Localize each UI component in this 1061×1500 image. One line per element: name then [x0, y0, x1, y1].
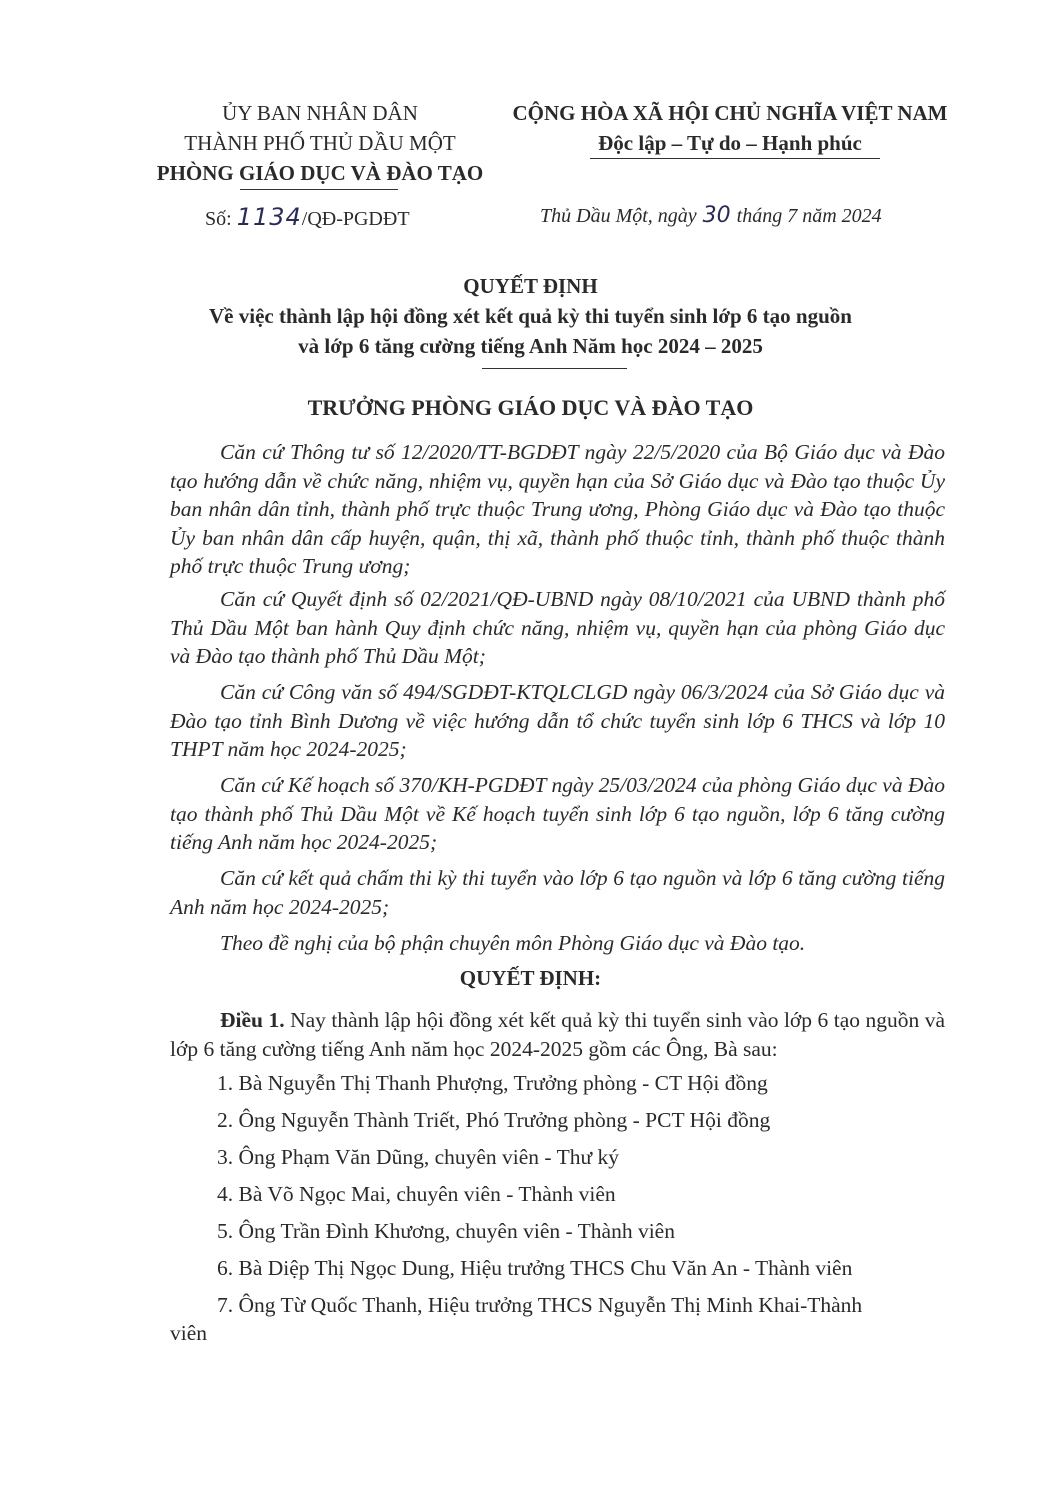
proposal-basis: Theo đề nghị của bộ phận chuyên môn Phòng Giáo dục và Đào tạo.: [220, 931, 806, 955]
authority-line-2: THÀNH PHỐ THỦ DẦU MỘT: [184, 131, 456, 155]
member-7-line: 7. Ông Từ Quốc Thanh, Hiệu trưởng THCS Nguyễn Thị Minh Khai-Thành: [217, 1293, 863, 1317]
legal-basis-2: Căn cứ Quyết định số 02/2021/QĐ-UBND ngày 08/10/2021 của UBND thành phố Thủ Dầu Một ban hành Quy định chức năng, nhiệm vụ, quyền hạn của phòng Giáo dục và Đào tạo thành phố Thủ Dầu Một;: [170, 587, 945, 668]
article-1-label: Điều 1.: [220, 1008, 285, 1032]
national-motto: Độc lập – Tự do – Hạnh phúc: [598, 131, 862, 155]
article-1: [170, 1006, 945, 1063]
legal-basis-5: Căn cứ kết quả chấm thi kỳ thi tuyển vào lớp 6 tạo nguồn và lớp 6 tăng cường tiếng Anh năm học 2024-2025;: [170, 866, 945, 919]
list-item: [170, 1291, 947, 1347]
date-suffix: tháng 7 năm 2024: [736, 205, 882, 227]
legal-basis-1: Căn cứ Thông tư số 12/2020/TT-BGDĐT ngày 22/5/2020 của Bộ Giáo dục và Đào tạo hướng dẫn về chức năng, nhiệm vụ, quyền hạn của Sở Giáo dục và Đào tạo thuộc Ủy ban nhân dân tỉnh, thành phố trực thuộc Trung ương, Phòng Giáo dục và Đào tạo thuộc Ủy ban nhân dân cấp huyện, quận, thị xã, thành phố thuộc tỉnh, thành phố thuộc thành phố trực thuộc Trung ương;: [170, 440, 945, 578]
document-date: [540, 203, 882, 228]
legal-basis-3: Căn cứ Công văn số 494/SGDĐT-KTQLCLGD ngày 06/3/2024 của Sở Giáo dục và Đào tạo tỉnh Bình Dương về việc hướng dẫn tổ chức tuyển sinh lớp 6 THCS và lớp 10 THPT năm học 2024-2025;: [170, 680, 945, 761]
authority-line-3: PHÒNG GIÁO DỤC VÀ ĐÀO TẠO: [156, 161, 484, 185]
member-list: [170, 1069, 947, 1347]
document-title: QUYẾT ĐỊNH: [463, 274, 598, 298]
doc-number-suffix: /QĐ-PGDĐT: [301, 208, 410, 230]
authority-line-1: ỦY BAN NHÂN DÂN: [222, 101, 418, 125]
national-header: [500, 98, 960, 158]
list-item: 6. Bà Diệp Thị Ngọc Dung, Hiệu trưởng THCS Chu Văn An - Thành viên: [217, 1256, 853, 1280]
legal-basis-4: Căn cứ Kế hoạch số 370/KH-PGDĐT ngày 25/03/2024 của phòng Giáo dục và Đào tạo thành phố Thủ Dầu Một về Kế hoạch tuyển sinh lớp 6 tạo nguồn, lớp 6 tăng cường tiếng Anh năm học 2024-2025;: [170, 773, 945, 854]
date-prefix: Thủ Dầu Một, ngày: [540, 205, 697, 227]
list-item: 1. Bà Nguyễn Thị Thanh Phượng, Trưởng phòng - CT Hội đồng: [217, 1071, 768, 1095]
signing-authority: TRƯỞNG PHÒNG GIÁO DỤC VÀ ĐÀO TẠO: [307, 395, 754, 420]
document-number: [205, 203, 410, 231]
list-item: 3. Ông Phạm Văn Dũng, chuyên viên - Thư ký: [217, 1145, 619, 1169]
country-name: CỘNG HÒA XÃ HỘI CHỦ NGHĨA VIỆT NAM: [512, 101, 948, 125]
list-item: 2. Ông Nguyễn Thành Triết, Phó Trưởng phòng - PCT Hội đồng: [217, 1108, 771, 1132]
list-item: 4. Bà Võ Ngọc Mai, chuyên viên - Thành viên: [217, 1182, 616, 1206]
member-7-continuation: viên: [170, 1321, 208, 1345]
article-1-text: Nay thành lập hội đồng xét kết quả kỳ thi tuyển sinh vào lớp 6 tạo nguồn và lớp 6 tăng cường tiếng Anh năm học 2024-2025 gồm các Ông, Bà sau:: [170, 1008, 946, 1061]
document-subject: [0, 301, 1061, 361]
motto-underline: [590, 158, 880, 159]
decision-heading: QUYẾT ĐỊNH:: [459, 966, 602, 990]
doc-number-handwritten: 1134: [236, 203, 302, 231]
authority-underline: [240, 189, 398, 190]
issuing-authority: [130, 98, 510, 188]
list-item: 5. Ông Trần Đình Khương, chuyên viên - Thành viên: [217, 1219, 675, 1243]
subject-line-1: Về việc thành lập hội đồng xét kết quả kỳ thi tuyển sinh lớp 6 tạo nguồn: [209, 304, 852, 328]
doc-number-prefix: Số:: [205, 208, 237, 230]
subject-line-2: và lớp 6 tăng cường tiếng Anh Năm học 2024 – 2025: [298, 334, 763, 358]
date-day-handwritten: 30: [702, 203, 731, 228]
title-underline: [482, 368, 627, 369]
